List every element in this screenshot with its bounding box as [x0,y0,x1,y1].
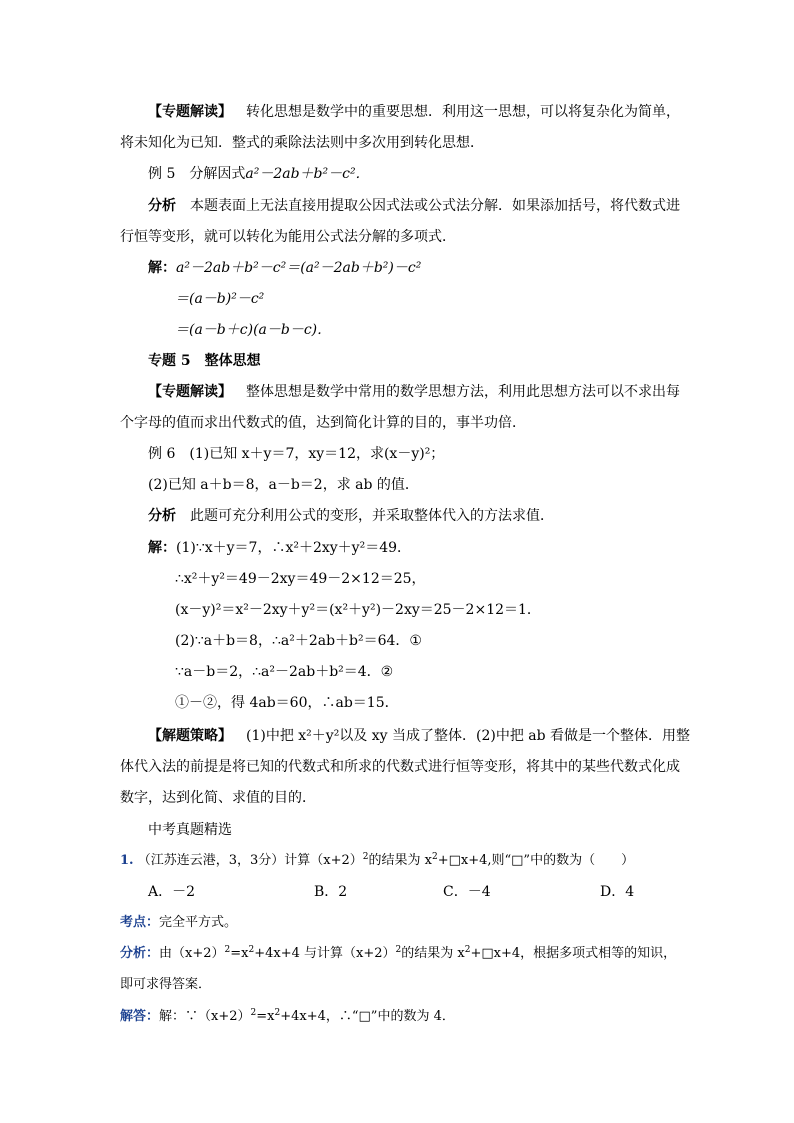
example5-label: 例 5 [148,166,176,182]
example6-q1: (1)已知 x＋y＝7，xy＝12，求(x－y)²； [189,446,445,462]
strategy-text-1: (1)中把 x²＋y²以及 xy 当成了整体．(2)中把 ab 看做是一个整体．用整 [246,728,691,744]
example6-solution-line-1 [148,538,411,558]
fenxi-text-b: =x [230,946,249,961]
example5-analysis-line-2: 行恒等变形，就可以转化为能用公式法分解的多项式． [120,229,456,245]
fenxi-line-1: 分析：由$(x+2)^2=x^2+4x+4$ 与计算$(x+2)^2$的结果为 $x^2+□x+4$，根据多项式相等的知识， [120,945,677,961]
example5-step-1: a²－2ab＋b²－c²＝(a²－2ab＋b²)－c² [176,260,422,276]
example6-solution-line-2: ∴x²＋y²＝49－2xy＝49－2×12＝25， [175,571,426,587]
topic5-intro-line-2: 个字母的值而求出代数式的值，达到简化计算的目的，事半功倍． [120,415,526,431]
topic5-heading: 专题 5 整体思想 [148,353,261,369]
example5-title [148,164,370,184]
example5-analysis-text-1: 本题表面上无法直接用提取公因式法或公式法分解．如果添加括号，将代数式进 [190,198,680,214]
fenxi-line-2: 即可求得答案． [120,977,212,992]
kaodian-label: 考点： [120,915,160,930]
example6-solution-line-5: ∵a－b＝2，∴a²－2ab＋b²＝4．② [175,664,394,680]
example5-solution-step-2: ＝(a－b)²－c² [175,291,265,307]
topic-intro-text-1: 转化思想是数学中的重要思想．利用这一思想，可以将复杂化为简单， [246,104,680,120]
strategy-line-3: 数字，达到化简、求值的目的． [120,790,316,806]
topic-intro-line-1 [148,102,680,122]
fenxi-text-d: 的结果为 x [401,946,465,961]
example6-solution-line-3: (x－y)²＝x²－2xy＋y²＝(x²＋y²)－2xy＝25－2×12＝1． [175,602,541,618]
example5-expression: a²－2ab＋b²－c²． [245,166,370,182]
topic-intro-line-2: 将未知化为已知．整式的乘除法法则中多次用到转化思想． [120,135,484,151]
kaodian-text: 完全平方式。 [159,915,238,930]
fenxi-text-a: 由（x+2） [159,946,225,961]
topic5-text-1: 整体思想是数学中常用的数学思想方法，利用此思想方法可以不求出每 [246,384,680,400]
strategy-line-2: 体代入法的前提是将已知的代数式和所求的代数式进行恒等变形，将其中的某些代数式化成 [120,759,680,775]
option-a[interactable]: A．－2 [148,884,196,900]
question-text-a: （江苏连云港，3，3分）计算（x+2） [137,853,363,868]
option-d[interactable]: D．4 [600,884,635,900]
example6-solution-label: 解： [148,540,176,556]
answer-options [0,882,794,902]
fenxi-text-c: +4x+4 与计算（x+2） [254,946,396,961]
example5-solution-step-1 [148,258,421,278]
exam-section-heading: 中考真题精选 [148,822,232,838]
example5-analysis-line-1 [148,196,680,216]
fenxi-label: 分析： [120,946,160,961]
exam-question-1: 1. （江苏连云港，3，3分）计算$(x+2)^2$的结果为 $x^2+□x+4$,则“□”中的数为（ ） [120,852,635,868]
topic-intro-label: 【专题解读】 [148,104,232,120]
kaodian-line [120,913,237,933]
jieda-line: 解答：解：$\because(x+2)^2=x^2+4x+4$，∴“□”中的数为 4． [120,1008,455,1024]
jieda-text-c: +4x+4，∴“□”中的数为 4． [280,1009,455,1024]
fenxi-text-e: +□x+4，根据多项式相等的知识， [470,946,677,961]
example5-text: 分解因式 [189,166,246,182]
question-text-b: 的结果为 x [368,853,432,868]
question-number: 1. [120,853,134,868]
example6-analysis-label: 分析 [148,508,176,524]
example6-analysis-text: 此题可充分利用公式的变形，并采取整体代入的方法求值． [190,508,554,524]
topic5-label: 【专题解读】 [148,384,232,400]
example6-s1: (1)∵x＋y＝7，∴x²＋2xy＋y²＝49． [176,540,412,556]
example6-solution-line-6: ①－②，得 4ab＝60，∴ab＝15． [175,695,399,711]
topic5-intro-line-1 [148,382,680,402]
example6-question-1 [148,444,444,464]
example5-solution-step-3: ＝(a－b＋c)(a－b－c)． [175,322,332,338]
example6-label: 例 6 [148,446,176,462]
example6-analysis [148,506,554,526]
option-c[interactable]: C．－4 [443,884,491,900]
jieda-label: 解答： [120,1009,160,1024]
example5-solution-label: 解： [148,260,176,276]
strategy-label: 【解题策略】 [148,728,232,744]
strategy-line-1 [148,726,690,746]
option-b[interactable]: B．2 [314,884,348,900]
example5-analysis-label: 分析 [148,198,176,214]
question-text-c: +□x+4,则“□”中的数为（ ） [437,853,635,868]
jieda-text-a: 解：∵（x+2） [159,1009,251,1024]
example6-question-2: (2)已知 a＋b＝8，a－b＝2，求 ab 的值． [148,477,419,493]
example6-solution-line-4: (2)∵a＋b＝8，∴a²＋2ab＋b²＝64．① [175,633,422,649]
jieda-text-b: =x [256,1009,275,1024]
